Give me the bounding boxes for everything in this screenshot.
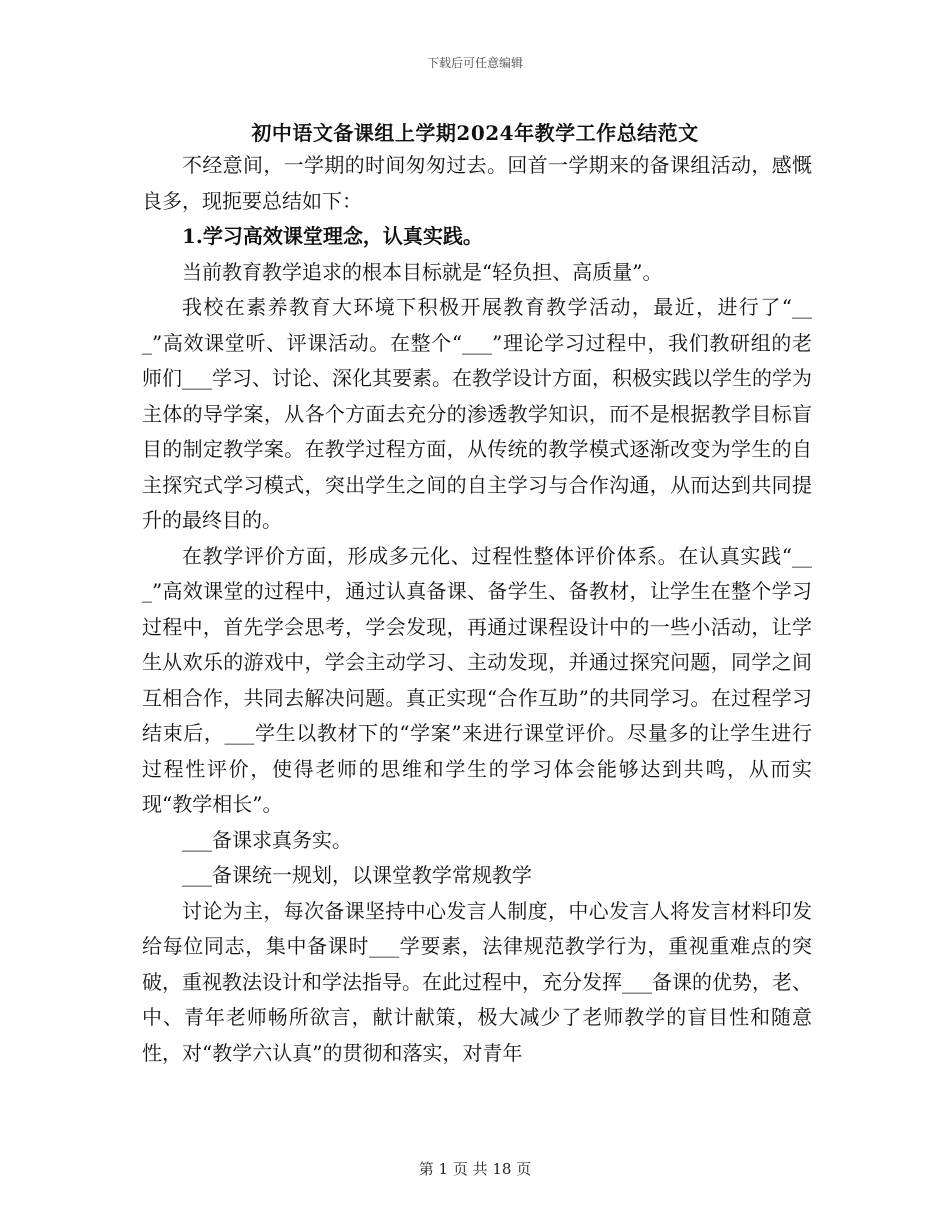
- paragraph-evaluation: 在教学评价方面，形成多元化、过程性整体评价体系。在认真实践“___”高效课堂的过程中，通过认真备课、备学生、备教材，让学生在整个学习过程中，首先学会思考，学会发现，再通过课程设计中的一些小活动，让学生从欢乐的游戏中，学会主动学习、主动发现，并通过探究问题，同学之间互相合作，共同去解决问题。真正实现“合作互助”的共同学习。在过程学习结束后，___学生以教材下的“学案”来进行课堂评价。尽量多的让学生进行过程性评价，使得老师的思维和学生的学习体会能够达到共鸣，从而实现“教学相长”。: [142, 543, 812, 816]
- paragraph-discussion: 讨论为主，每次备课坚持中心发言人制度，中心发言人将发言材料印发给每位同志，集中备课时___学要素，法律规范教学行为，重视重难点的突破，重视教法设计和学法指导。在此过程中，充分发挥___备课的优势，老、中、青年老师畅所欲言，献计献策，极大减少了老师教学的盲目性和随意性，对“教学六认真”的贯彻和落实，对青年: [142, 898, 812, 1065]
- paragraph-intro: 不经意间，一学期的时间匆匆过去。回首一学期来的备课组活动，感慨良多，现扼要总结如下：: [142, 153, 812, 213]
- section-heading-1: 1.学习高效课堂理念，认真实践。: [182, 224, 483, 248]
- page-number-footer: 第 1 页 共 18 页: [418, 1160, 532, 1178]
- document-title: 初中语文备课组上学期2024年教学工作总结范文: [251, 121, 699, 145]
- document-body: [142, 148, 812, 1071]
- paragraph-goal: 当前教育教学追求的根本目标就是“轻负担、高质量”。: [182, 259, 663, 284]
- paragraph-prep-plan: ___备课统一规划，以课堂教学常规教学: [182, 863, 532, 887]
- paragraph-prep-truth: ___备课求真务实。: [182, 827, 352, 852]
- page-header-note: 下载后可任意编辑: [426, 56, 523, 70]
- paragraph-activities: 我校在素养教育大环境下积极开展教育教学活动，最近，进行了“___”高效课堂听、评课活动。在整个“___”理论学习过程中，我们教研组的老师们___学习、讨论、深化其要素。在教学设计方面，积极实践以学生的学为主体的导学案，从各个方面去充分的渗透教学知识，而不是根据教学目标盲目的制定教学案。在教学过程方面，从传统的教学模式逐渐改变为学生的自主探究式学习模式，突出学生之间的自主学习与合作沟通，从而达到共同提升的最终目的。: [142, 295, 812, 532]
